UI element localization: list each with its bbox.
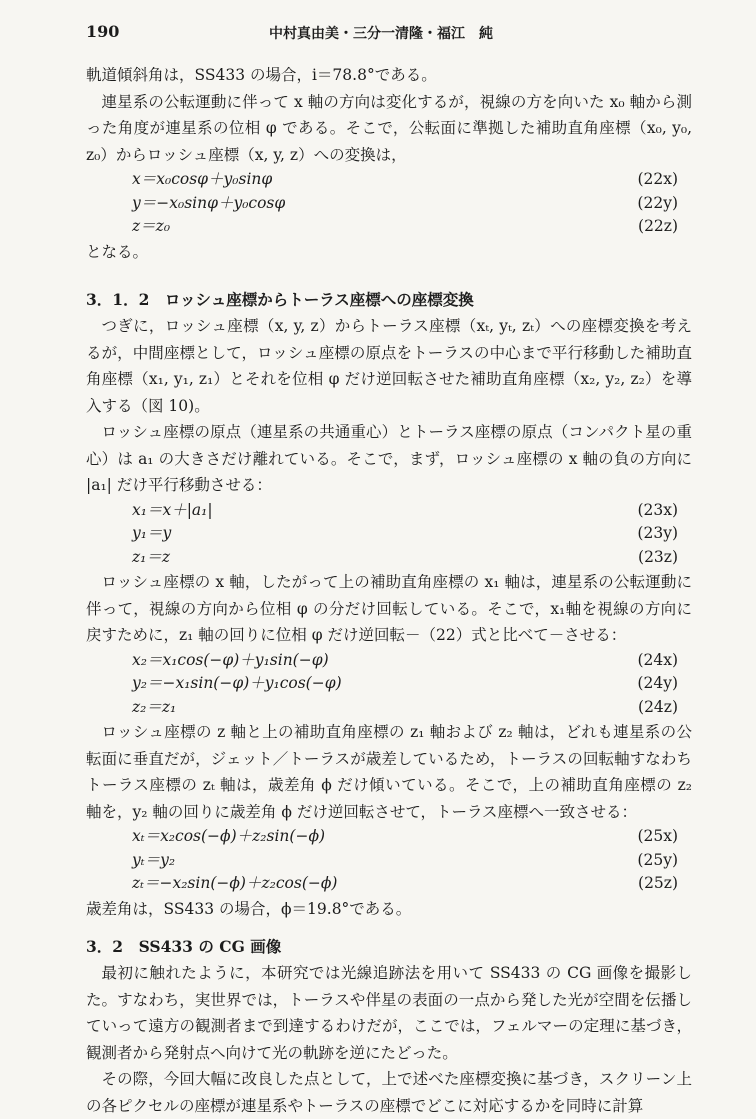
paragraph-precession: ロッシュ座標の z 軸と上の補助直角座標の z₁ 軸および z₂ 軸は，どれも連星系の公転面に垂直だが，ジェット／トーラスが歳差しているため，トーラスの回転軸すなわちトーラス座標の zₜ 軸は，歳差角 ϕ だけ傾いている。そこで，上の補助直角座標の z₂ 軸を，y₂ 軸の回りに歳差角 ϕ だけ逆回転させて，トーラス座標へ一致させる： [86, 723, 692, 821]
section-heading-3-1-2: 3．1．2 ロッシュ座標からトーラス座標への座標変換 [86, 290, 474, 309]
equation-formula: y₁＝y [132, 524, 172, 542]
equation-formula: x₂＝x₁cos(−φ)＋y₁sin(−φ) [132, 650, 329, 669]
equation-formula: y＝−x₀sinφ＋y₀cosφ [132, 193, 286, 212]
paragraph-phase: 連星系の公転運動に伴って x 軸の方向は変化するが，視線の方を向いた x₀ 軸から測った角度が連星系の位相 φ である。そこで，公転面に準拠した補助直角座標（x₀, y₀, z₀）からロッシュ座標（x, y, z）への変換は， [86, 92, 692, 164]
paragraph-inclination: 軌道傾斜角は，SS433 の場合，i＝78.8°である。 [86, 66, 437, 84]
equation-formula: xₜ＝x₂cos(−ϕ)＋z₂sin(−ϕ) [132, 827, 326, 845]
equation-formula: z₁＝z [132, 547, 171, 566]
equation-number: (23z) [638, 547, 678, 566]
equation-number: (25x) [637, 827, 678, 845]
equation-number: (24x) [637, 650, 678, 669]
equation-block-25 [86, 825, 692, 896]
equation-number: (22x) [637, 170, 678, 188]
equation-number: (25z) [638, 874, 678, 892]
equation-block-22 [86, 168, 692, 239]
equation-number: (24z) [638, 697, 678, 716]
equation-25x [86, 825, 692, 849]
equation-formula: y₂＝−x₁sin(−φ)＋y₁cos(−φ) [132, 674, 342, 692]
paragraph-origin-offset: ロッシュ座標の原点（連星系の共通重心）とトーラス座標の原点（コンパクト星の重心）は a₁ の大きさだけ離れている。そこで，まず，ロッシュ座標の x 軸の負の方向に |a₁| だけ平行移動させる： [86, 423, 692, 494]
equation-formula: z₂＝z₁ [132, 697, 177, 716]
equation-24x [86, 649, 692, 673]
paragraph-improvement: その際，今回大幅に改良した点として，上で述べた座標変換に基づき，スクリーン上の各ピクセルの座標が連星系やトーラスの座標でどこに対応するかを同時に計算 [86, 1070, 692, 1115]
equation-block-24 [86, 649, 692, 720]
paragraph-naru: となる。 [86, 242, 149, 261]
equation-23y [86, 522, 692, 546]
equation-formula: yₜ＝y₂ [132, 850, 176, 869]
equation-number: (25y) [637, 850, 678, 869]
equation-block-23 [86, 499, 692, 570]
equation-23z [86, 546, 692, 570]
paragraph-rotation-phase: ロッシュ座標の x 軸，したがって上の補助直角座標の x₁ 軸は，連星系の公転運動に伴って，視線の方向から位相 φ の分だけ回転している。そこで，x₁軸を視線の方向に戻すために，z₁ 軸の回りに位相 φ だけ逆回転－（22）式と比べて－させる： [86, 573, 692, 644]
equation-24z [86, 696, 692, 720]
paragraph-precession-angle: 歳差角は，SS433 の場合，ϕ＝19.8°である。 [86, 899, 412, 918]
equation-number: (23x) [637, 500, 678, 519]
equation-formula: x₁＝x＋|a₁| [132, 500, 213, 519]
section-heading-3-2: 3．2 SS433 の CG 画像 [86, 937, 282, 956]
equation-25z [86, 872, 692, 896]
equation-formula: z＝z₀ [132, 217, 171, 235]
equation-23x [86, 499, 692, 523]
body-text [86, 62, 692, 1119]
page-number: 190 [86, 22, 120, 41]
equation-number: (22z) [638, 217, 678, 235]
equation-22z [86, 215, 692, 239]
equation-25y [86, 849, 692, 873]
equation-22y [86, 192, 692, 216]
equation-22x [86, 168, 692, 192]
equation-24y [86, 672, 692, 696]
page-header [86, 22, 676, 44]
equation-number: (23y) [637, 524, 678, 542]
paragraph-intermediate-coords: つぎに，ロッシュ座標（x, y, z）からトーラス座標（xₜ, yₜ, zₜ）への座標変換を考えるが，中間座標として，ロッシュ座標の原点をトーラスの中心まで平行移動した補助直角座標（x₁, y₁, z₁）とそれを位相 φ だけ逆回転させた補助直角座標（x₂, y₂, z₂）を導入する（図 10)。 [86, 317, 692, 415]
running-head: 中村真由美・三分一清隆・福江 純 [269, 26, 493, 42]
equation-number: (22y) [637, 193, 678, 212]
equation-formula: x＝x₀cosφ＋y₀sinφ [132, 170, 273, 188]
paragraph-ray-tracing: 最初に触れたように，本研究では光線追跡法を用いて SS433 の CG 画像を撮影した。すなわち，実世界では，トーラスや伴星の表面の一点から発した光が空間を伝播していって遠方の観測者まで到達するわけだが，ここでは，フェルマーの定理に基づき，観測者から発射点へ向けて光の軌跡を逆にたどった。 [86, 964, 692, 1062]
equation-formula: zₜ＝−x₂sin(−ϕ)＋z₂cos(−ϕ) [132, 874, 338, 892]
equation-number: (24y) [637, 674, 678, 692]
